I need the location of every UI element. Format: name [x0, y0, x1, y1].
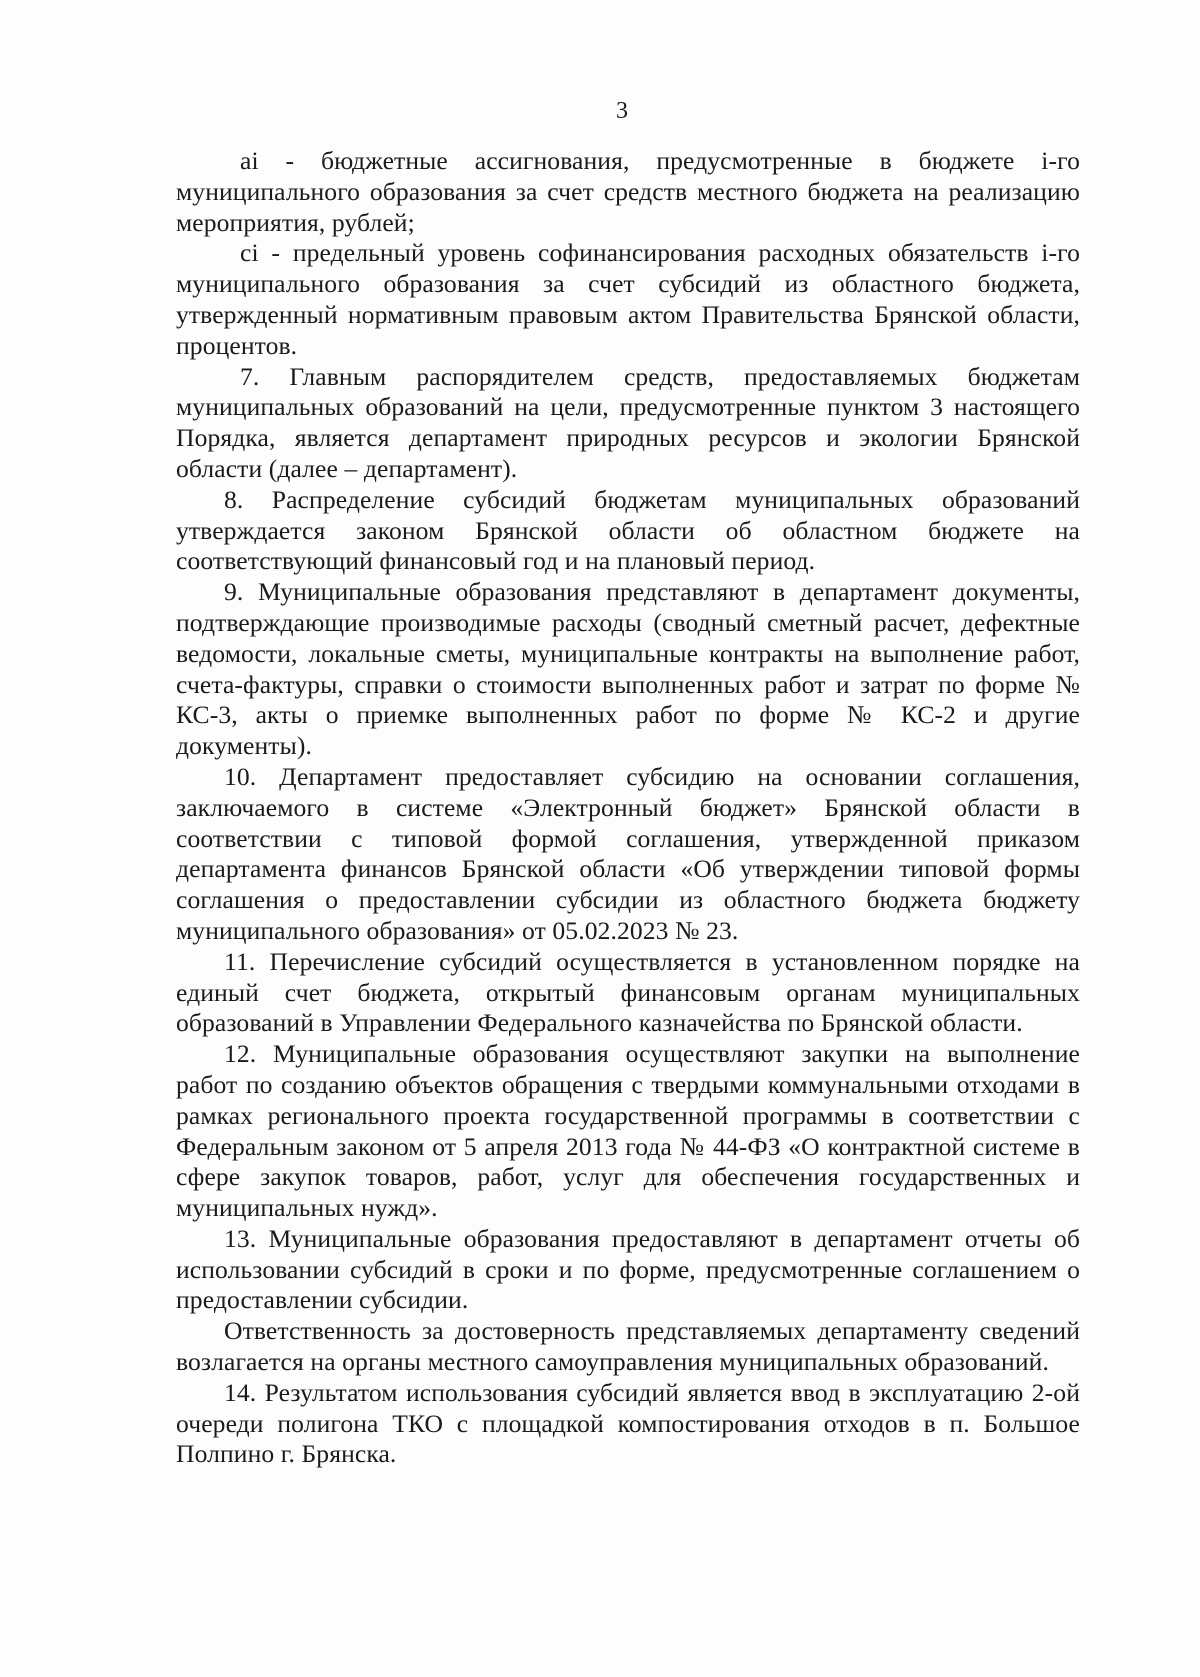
paragraph-item-11: 11. Перечисление субсидий осуществляется в установленном порядке на единый счет бюджета, открытый финансовым органам муниципальных образований в Управлении Федерального казначейства по Брянской области.: [176, 946, 1080, 1038]
paragraph-ci-definition: ci - предельный уровень софинансирования расходных обязательств i-го муниципального образования за счет субсидий из областного бюджета, утвержденный нормативным правовым актом Правительства Брянской области, процентов.: [176, 238, 1080, 360]
paragraph-item-8: 8. Распределение субсидий бюджетам муниципальных образований утверждается законом Брянской области об областном бюджете на соответствующий финансовый год и на плановый период.: [176, 484, 1080, 576]
paragraph-item-10: 10. Департамент предоставляет субсидию на основании соглашения, заключаемого в системе «Электронный бюджет» Брянской области в соответствии с типовой формой соглашения, утвержденной приказом департамента финансов Брянской области «Об утверждении типовой формы соглашения о предоставлении субсидии из областного бюджета бюджету муниципального образования» от 05.02.2023 № 23.: [176, 761, 1080, 945]
paragraph-item-9: 9. Муниципальные образования представляют в департамент документы, подтверждающие производимые расходы (сводный сметный расчет, дефектные ведомости, локальные сметы, муниципальные контракты на выполнение работ, счета-фактуры, справки о стоимости выполненных работ и затрат по форме № КС-3, акты о приемке выполненных работ по форме № КС-2 и другие документы).: [176, 577, 1080, 761]
paragraph-item-14: 14. Результатом использования субсидий является ввод в эксплуатацию 2-ой очереди полигона ТКО с площадкой компостирования отходов в п. Большое Полпино г. Брянска.: [176, 1377, 1080, 1469]
paragraph-item-7: 7. Главным распорядителем средств, предоставляемых бюджетам муниципальных образований на цели, предусмотренные пунктом 3 настоящего Порядка, является департамент природных ресурсов и экологии Брянской области (далее – департамент).: [176, 361, 1080, 483]
page-number: 3: [616, 98, 628, 124]
paragraph-ai-definition: ai - бюджетные ассигнования, предусмотренные в бюджете i-го муниципального образования за счет средств местного бюджета на реализацию мероприятия, рублей;: [176, 146, 1080, 237]
paragraph-item-13: 13. Муниципальные образования предоставляют в департамент отчеты об использовании субсидий в сроки и по форме, предусмотренные соглашением о предоставлении субсидии.: [176, 1223, 1080, 1315]
document-body: [176, 146, 1080, 1470]
paragraph-item-12: 12. Муниципальные образования осуществляют закупки на выполнение работ по созданию объектов обращения с твердыми коммунальными отходами в рамках регионального проекта государственной программы в соответствии с Федеральным законом от 5 апреля 2013 года № 44-ФЗ «О контрактной системе в сфере закупок товаров, работ, услуг для обеспечения государственных и муниципальных нужд».: [176, 1039, 1080, 1223]
paragraph-responsibility: Ответственность за достоверность представляемых департаменту сведений возлагается на органы местного самоуправления муниципальных образований.: [176, 1316, 1080, 1377]
